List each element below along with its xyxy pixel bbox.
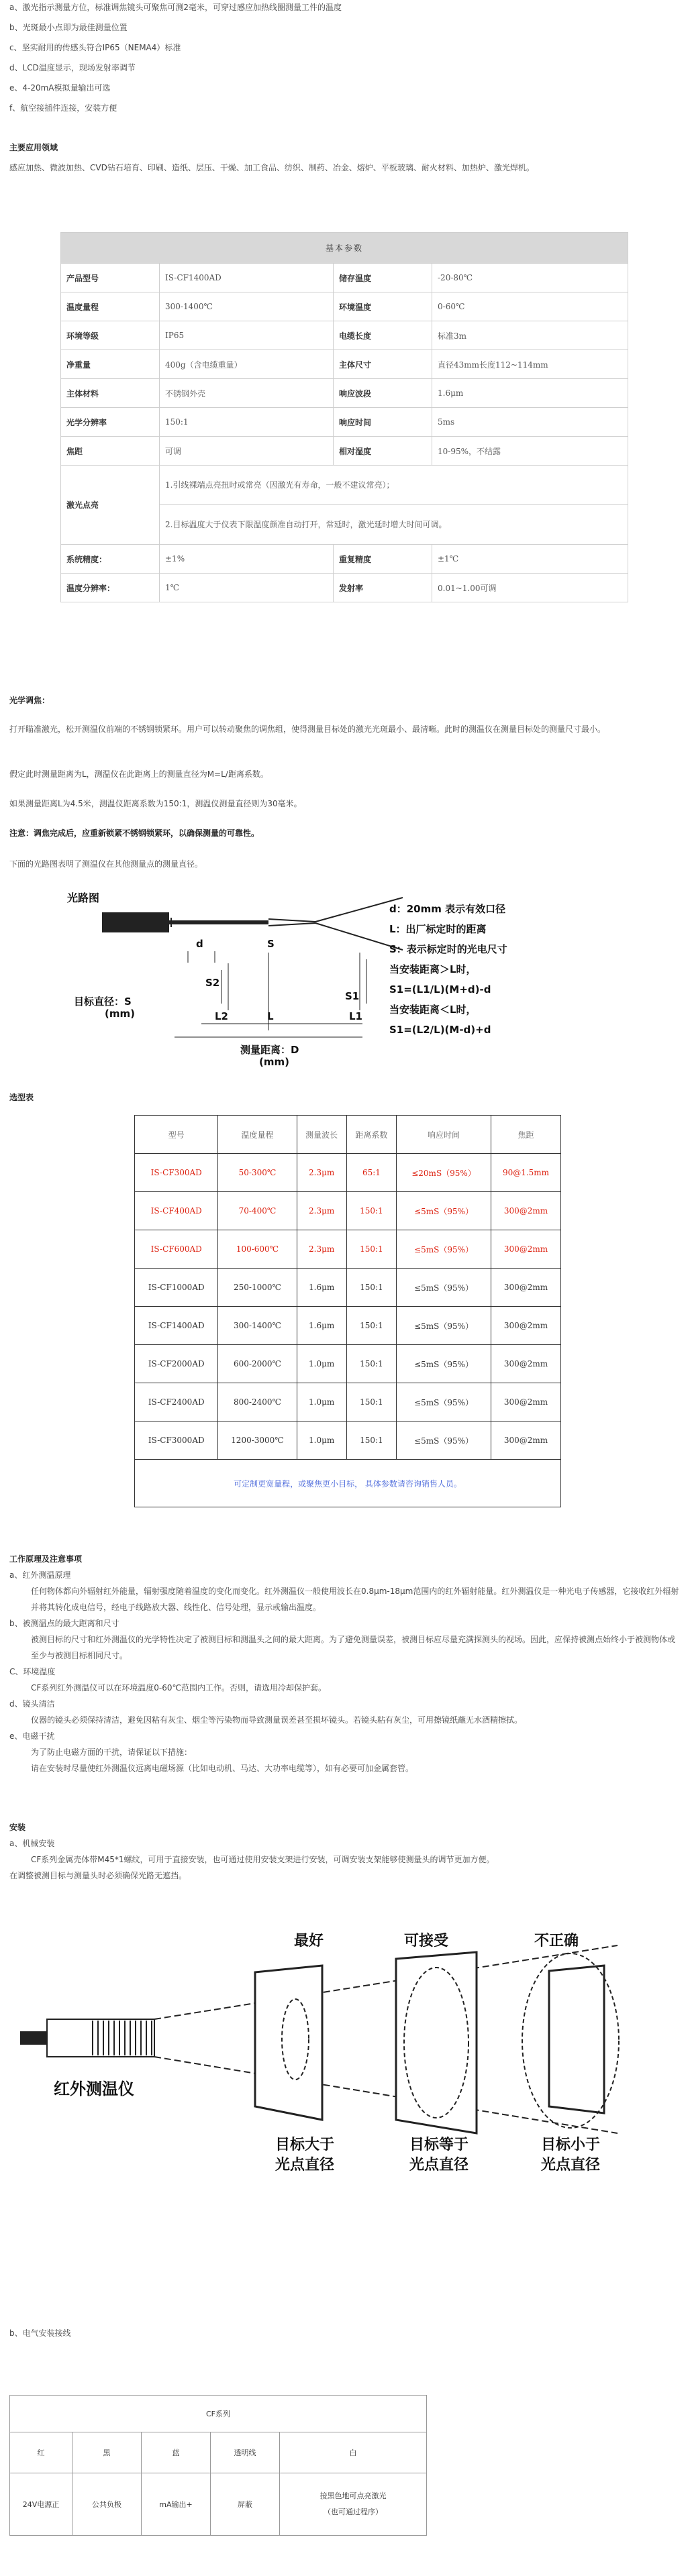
- table-row: CF系列: [10, 2396, 427, 2432]
- wiring-table: [9, 2395, 427, 2536]
- feature-c: c、坚实耐用的传感头符合IP65（NEMA4）标准: [9, 43, 181, 52]
- table-row: IS-CF300AD 50-300℃ 2.3μm 65:1 ≤20mS（95%） 90@1.5mm: [135, 1154, 561, 1192]
- optics-p1: 打开瞄准激光，松开测温仪前端的不锈钢锁紧环。用户可以转动聚焦的调焦组，使得测量目标处的激光光斑最小、最清晰。此时的测温仪在测量目标处的测量尺寸最小。: [9, 724, 606, 734]
- table-row: 温度分辨率： 1℃ 发射率 0.01~1.00可调: [61, 574, 628, 602]
- feature-a: a、激光指示测量方位，标准调焦镜头可聚焦可测2毫米，可穿过感应加热线圈测量工件的温度: [9, 3, 342, 12]
- table-row: IS-CF600AD 100-600℃ 2.3μm 150:1 ≤5mS（95%） 300@2mm: [135, 1230, 561, 1269]
- table-row: 温度量程 300-1400℃ 环境温度 0-60℃: [61, 292, 628, 321]
- table-row: 24V电源正 公共负极 mA输出+ 屏蔽 接黑色地可点亮激光 （也可通过程序）: [10, 2473, 427, 2536]
- table-row: [61, 466, 628, 545]
- svg-text:L：出厂标定时的距离: L：出厂标定时的距离: [389, 923, 487, 935]
- table-row: IS-CF400AD 70-400℃ 2.3μm 150:1 ≤5mS（95%） 300@2mm: [135, 1192, 561, 1230]
- svg-text:最好: 最好: [294, 1933, 324, 1949]
- feature-d: d、LCD温度显示，现场发射率调节: [9, 63, 136, 72]
- apps-text: 感应加热、微波加热、CVD钻石培育、印刷、造纸、层压、干燥、加工食品、纺织、制药、冶金、熔炉、平板玻璃、耐火材料、加热炉、激光焊机。: [9, 163, 534, 172]
- svg-text:光点直径: 光点直径: [409, 2157, 469, 2174]
- svg-text:S: S: [267, 938, 275, 950]
- svg-text:S1: S1: [345, 990, 360, 1002]
- table-row: 焦距 可调 相对湿度 10-95%，不结露: [61, 437, 628, 466]
- svg-text:S1=(L1/L)(M+d)-d: S1=(L1/L)(M+d)-d: [389, 983, 491, 996]
- table-row: 环境等级 IP65 电缆长度 标准3m: [61, 321, 628, 350]
- table-footer: 可定制更宽量程，或聚焦更小目标， 具体参数请咨询销售人员。: [135, 1460, 561, 1507]
- device-label: 红外测温仪: [54, 2080, 134, 2098]
- install-section: 安装 a、机械安装 CF系列金属壳体带M45*1螺纹，可用于直接安装，也可通过使用安装支架进行安装，可调安装支架能够使测量头的调节更加方便。 在调整被测目标与测量头时必须确保光路无遮挡。: [9, 1819, 681, 1884]
- mounting-diagram: [13, 1919, 658, 2187]
- svg-text:目标小于: 目标小于: [541, 2137, 601, 2153]
- svg-text:L: L: [267, 1010, 274, 1022]
- svg-text:光点直径: 光点直径: [275, 2157, 335, 2174]
- svg-text:(mm): (mm): [105, 1008, 135, 1020]
- table-row: 光学分辨率 150:1 响应时间 5ms: [61, 408, 628, 437]
- params-table: [60, 232, 628, 602]
- svg-text:目标大于: 目标大于: [275, 2137, 335, 2153]
- svg-text:当安装距离＜L时，: 当安装距离＜L时，: [389, 1004, 477, 1016]
- svg-text:L2: L2: [215, 1010, 228, 1022]
- device-body: [102, 912, 169, 932]
- svg-text:目标等于: 目标等于: [409, 2137, 469, 2153]
- svg-text:可接受: 可接受: [404, 1933, 449, 1949]
- table-row: 净重量 400g（含电缆重量） 主体尺寸 直径43mm长度112~114mm: [61, 350, 628, 379]
- feature-e: e、4-20mA模拟量输出可选: [9, 83, 111, 93]
- params-title: 基本参数: [61, 233, 628, 264]
- table-row: IS-CF3000AD 1200-3000℃ 1.0μm 150:1 ≤5mS（95%） 300@2mm: [135, 1421, 561, 1460]
- feature-f: f、航空接插件连接，安装方便: [9, 103, 117, 113]
- optics-p3: 如果测量距离L为4.5米，测温仪距离系数为150:1，测温仪测量直径则为30毫米。: [9, 799, 302, 808]
- table-row: IS-CF1400AD 300-1400℃ 1.6μm 150:1 ≤5mS（95%） 300@2mm: [135, 1307, 561, 1345]
- svg-text:当安装距离＞L时，: 当安装距离＞L时，: [389, 963, 477, 975]
- electrical-title: b、电气安装接线: [9, 2328, 71, 2338]
- diagram-title: 光路图: [67, 892, 100, 904]
- selection-table: [134, 1115, 561, 1507]
- thermometer-device: [20, 2031, 47, 2045]
- table-row: 产品型号 IS-CF1400AD 储存温度 -20-80℃: [61, 264, 628, 292]
- svg-text:不正确: 不正确: [534, 1933, 579, 1949]
- work-section: 工作原理及注意事项 a、红外测温原理 任何物体都向外辐射红外能量，辐射强度随着温度的变化而变化。红外测温仪一般使用波长在0.8μm-18μm范围内的红外辐射能量。红外测温仪是一种光电子传感器，它接收红外辐射并将其转化成电信号，经电子线路放大器、线性化、信号处理，显示或输出温度。 b、被测温点的最大距离和尺寸 被测目标的尺寸和红外测温仪的光学特性决定了被测目标和测温头之间的最大距离。为了避免测量误差，被测目标应尽量充满探测头的视场。因此，应保持被测点始终小于被测物体或至少与被测目标相同尺寸。 C、环境温度 CF系列红外测温仪可以在环境温度0-60℃范围内工作。否则，请选用冷却保护套。 d、镜头清洁 仪器的镜头必须保持清洁，避免因粘有灰尘、烟尘等污染物而导致测量误差甚至损坏镜头。若镜头粘有灰尘，可用擦镜纸蘸无水酒精擦拭。 e、电磁干扰 为了防止电磁方面的干扰，请保证以下措施： 请在安装时尽量使红外测温仪远离电磁场源（比如电动机、马达、大功率电缆等），如有必要可加金属套管。: [9, 1551, 681, 1776]
- target-large: [255, 1966, 322, 2120]
- svg-text:S1=(L2/L)(M-d)+d: S1=(L2/L)(M-d)+d: [389, 1024, 491, 1036]
- optics-note: 注意：调焦完成后，应重新锁紧不锈钢锁紧环，以确保测量的可靠性。: [9, 828, 260, 838]
- table-header: 型号 温度量程 测量波长 距离系数 响应时间 焦距: [135, 1116, 561, 1154]
- table-row: IS-CF2400AD 800-2400℃ 1.0μm 150:1 ≤5mS（95%） 300@2mm: [135, 1383, 561, 1421]
- target-small: [549, 1966, 604, 2113]
- diagram-legend: d：20mm 表示有效口径: [389, 903, 506, 915]
- laser-label: 激光点亮: [61, 466, 160, 545]
- table-row: IS-CF2000AD 600-2000℃ 1.0μm 150:1 ≤5mS（95%） 300@2mm: [135, 1345, 561, 1383]
- install-heading: 安装: [9, 1823, 26, 1832]
- optics-heading: 光学调焦：: [9, 696, 50, 705]
- svg-text:S：表示标定时的光电尺寸: S：表示标定时的光电尺寸: [389, 943, 507, 955]
- svg-text:L1: L1: [349, 1010, 362, 1022]
- table-row: IS-CF1000AD 250-1000℃ 1.6μm 150:1 ≤5mS（95%） 300@2mm: [135, 1269, 561, 1307]
- svg-text:光点直径: 光点直径: [541, 2157, 601, 2174]
- table-row: 系统精度： ±1% 重复精度 ±1℃: [61, 545, 628, 574]
- distance-label: 测量距离：D: [240, 1044, 299, 1056]
- work-heading: 工作原理及注意事项: [9, 1554, 83, 1564]
- target-equal: [396, 1952, 477, 2133]
- selection-heading: 选型表: [9, 1093, 34, 1102]
- laser-desc: 1.引线裸端点亮扭时或常亮（因激光有寿命，一般不建议常亮）； 2.目标温度大于仪表下限温度颜准自动打开，常延时，激光延时增大时间可调。: [160, 466, 628, 545]
- svg-text:(mm): (mm): [259, 1056, 289, 1068]
- svg-text:d: d: [196, 938, 203, 950]
- target-label: 目标直径：S: [74, 996, 132, 1008]
- table-row: 主体材料 不锈钢外壳 响应波段 1.6μm: [61, 379, 628, 408]
- optical-path-diagram: [54, 885, 591, 1080]
- svg-text:S2: S2: [205, 977, 220, 989]
- optics-p2: 假定此时测量距离为L，测温仪在此距离上的测量直径为M=L/距离系数。: [9, 769, 268, 779]
- feature-b: b、光斑最小点即为最佳测量位置: [9, 23, 128, 32]
- table-header: 红 黑 蓝 透明线 白: [10, 2432, 427, 2473]
- apps-heading: 主要应用领域: [9, 143, 58, 152]
- optics-p4: 下面的光路图表明了测温仪在其他测量点的测量直径。: [9, 859, 203, 869]
